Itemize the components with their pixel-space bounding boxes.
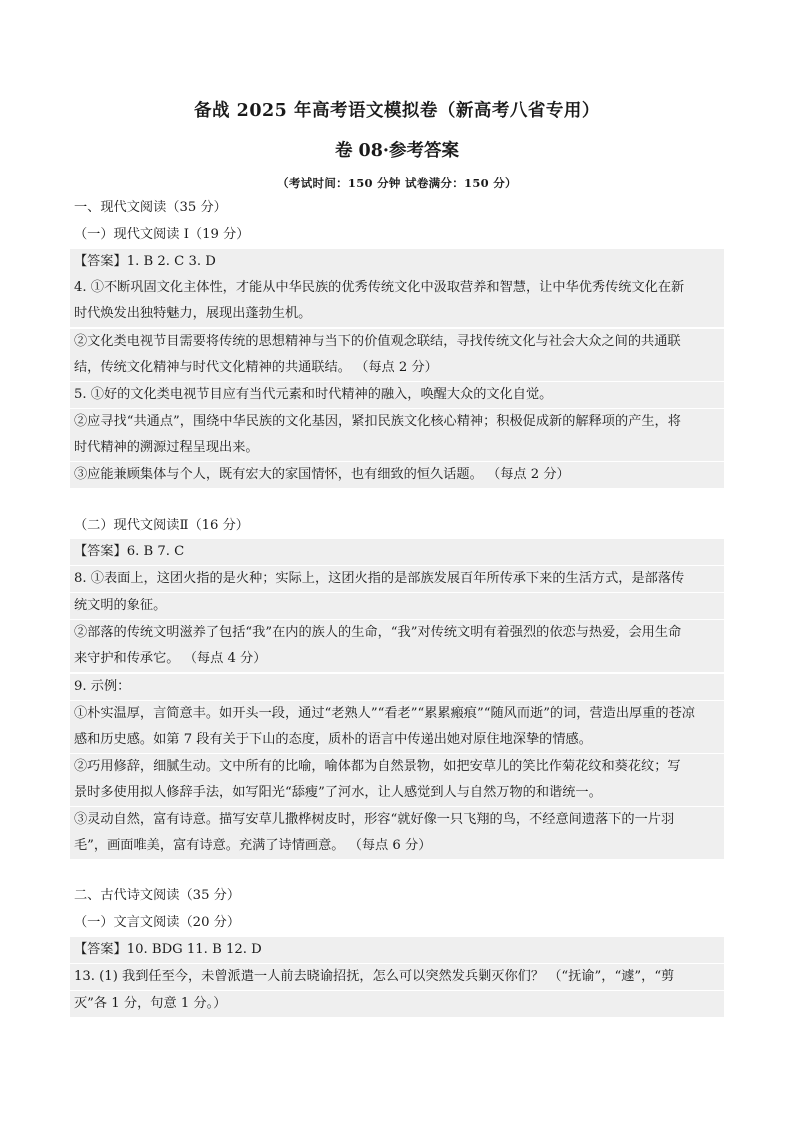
answer-line: 来守护和传承它。 （每点 4 分） [70, 646, 724, 672]
subsection-heading: （一）现代文阅读 I（19 分） [74, 227, 250, 242]
answer-line: 8. ①表面上，这团火指的是火种；实际上，这团火指的是部族发展百年所传承下来的生活方式，是部落传 [70, 566, 724, 592]
answer-line: ①朴实温厚，言简意丰。如开头一段，通过“老熟人”“看老”“累累瘢痕”“随风而逝”的词，营造出厚重的苍凉 [70, 701, 724, 727]
answer-line: ②巧用修辞，细腻生动。文中所有的比喻，喻体都为自然景物，如把安草儿的笑比作菊花纹和葵花纹；写 [70, 754, 724, 780]
answer-line: ③灵动自然，富有诗意。描写安草儿撒桦树皮时，形容“就好像一只飞翔的鸟，不经意间遗落下的一片羽 [70, 807, 724, 833]
answer-line: 毛”，画面唯美，富有诗意。充满了诗情画意。 （每点 6 分） [70, 833, 724, 859]
answer-line: 统文明的象征。 [70, 593, 724, 619]
answer-line: ③应能兼顾集体与个人，既有宏大的家国情怀，也有细致的恒久话题。 （每点 2 分） [70, 462, 724, 488]
answer-line: ②部落的传统文明滋养了包括“我”在内的族人的生命，“我”对传统文明有着强烈的依恋与热爱，会用生命 [70, 620, 724, 646]
subsection-heading: （一）文言文阅读（20 分） [74, 915, 241, 930]
answer-line: ②应寻找“共通点”，围绕中华民族的文化基因，紧扣民族文化核心精神；积极促成新的解释项的产生，将 [70, 409, 724, 435]
section-heading: 二、古代诗文阅读（35 分） [74, 888, 241, 903]
answer-line: 【答案】10. BDG 11. B 12. D [70, 937, 724, 963]
answer-line: 感和历史感。如第 7 段有关于下山的态度，质朴的语言中传递出她对原住地深挚的情感。 [70, 727, 724, 753]
exam-info: （考试时间：150 分钟 试卷满分：150 分） [277, 176, 517, 190]
document-subtitle: 卷 08·参考答案 [334, 141, 460, 161]
answer-line: 5. ①好的文化类电视节目应有当代元素和时代精神的融入，唤醒大众的文化自觉。 [70, 382, 724, 408]
answer-line: 时代焕发出独特魅力，展现出蓬勃生机。 [70, 301, 724, 327]
answer-line: 时代精神的溯源过程呈现出来。 [70, 435, 724, 461]
answer-line: 结，传统文化精神与时代文化精神的共通联结。 （每点 2 分） [70, 355, 724, 381]
answer-line: 9. 示例： [70, 674, 724, 700]
subsection-heading: （二）现代文阅读Ⅱ（16 分） [74, 518, 249, 533]
document-title: 备战 2025 年高考语文模拟卷（新高考八省专用） [194, 101, 600, 121]
answer-line: 【答案】6. B 7. C [70, 539, 724, 565]
answer-line: 13. (1) 我到任至今，未曾派遣一人前去晓谕招抚，怎么可以突然发兵剿灭你们？ （“抚谕”，“遽”，“剪 [70, 964, 724, 990]
answer-line: ②文化类电视节目需要将传统的思想精神与当下的价值观念联结，寻找传统文化与社会大众之间的共通联 [70, 329, 724, 355]
answer-line: 景时多使用拟人修辞手法，如写阳光“舔瘦”了河水，让人感觉到人与自然万物的和谐统一。 [70, 780, 724, 806]
answer-line: 【答案】1. B 2. C 3. D [70, 249, 724, 275]
section-heading: 一、现代文阅读（35 分） [74, 200, 227, 215]
answer-line: 4. ①不断巩固文化主体性，才能从中华民族的优秀传统文化中汲取营养和智慧，让中华优秀传统文化在新 [70, 275, 724, 301]
answer-line: 灭”各 1 分，句意 1 分。） [70, 991, 724, 1017]
